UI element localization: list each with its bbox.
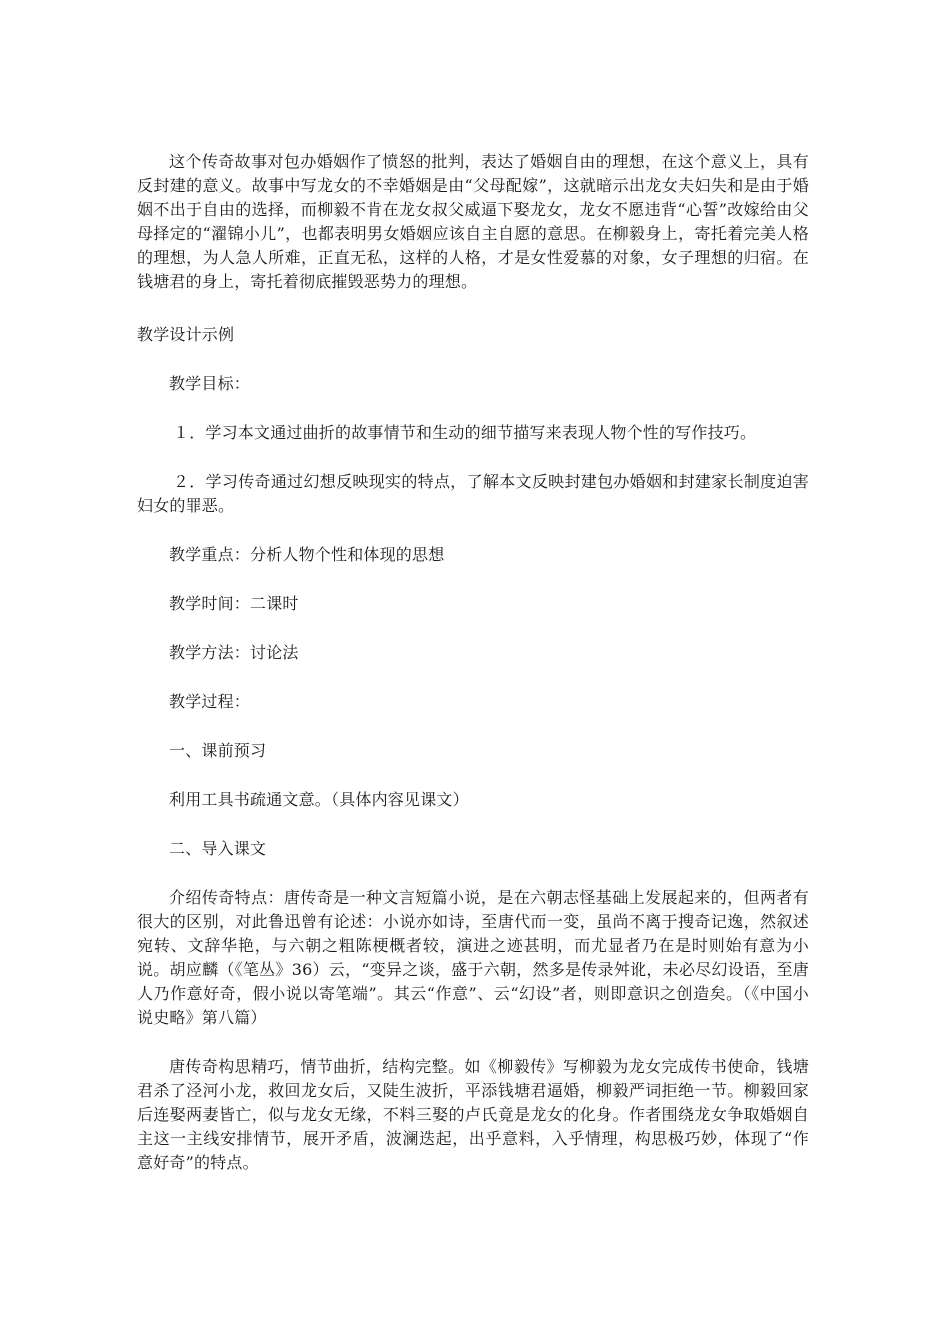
step-1-body: 利用工具书疏通文意。（具体内容见课文） <box>169 790 469 809</box>
teaching-time: 教学时间：二课时 <box>169 594 299 613</box>
teaching-method: 教学方法：讨论法 <box>169 643 299 662</box>
process-label: 教学过程： <box>169 692 251 711</box>
objective-item-2: ２．学习传奇通过幻想反映现实的特点，了解本文反映封建包办婚姻和封建家长制度迫害妇女的罪恶。 <box>137 472 809 515</box>
objective-item-1: １．学习本文通过曲折的故事情节和生动的细节描写来表现人物个性的写作技巧。 <box>173 423 757 442</box>
step-2-paragraph-2: 唐传奇构思精巧，情节曲折，结构完整。如《柳毅传》写柳毅为龙女完成传书使命，钱塘君杀了泾河小龙，救回龙女后，又陡生波折，平添钱塘君逼婚，柳毅严词拒绝一节。柳毅回家后连娶两妻皆亡，似与龙女无缘，不料三娶的卢氏竟是龙女的化身。作者围绕龙女争取婚姻自主这一主线安排情节，展开矛盾，波澜迭起，出乎意料，入乎情理，构思极巧妙，体现了“作意好奇”的特点。 <box>137 1057 809 1172</box>
step-1-heading: 一、课前预习 <box>169 741 267 760</box>
step-2-heading: 二、导入课文 <box>169 839 267 858</box>
teaching-focus: 教学重点：分析人物个性和体现的思想 <box>169 545 445 564</box>
section-heading: 教学设计示例 <box>137 325 235 344</box>
document-page <box>137 150 809 1175</box>
step-2-paragraph-1: 介绍传奇特点：唐传奇是一种文言短篇小说，是在六朝志怪基础上发展起来的，但两者有很大的区别，对此鲁迅曾有论述：小说亦如诗，至唐代而一变，虽尚不离于搜奇记逸，然叙述宛转、文辞华艳，与六朝之粗陈梗概者较，演进之迹甚明，而尤显者乃在是时则始有意为小说。胡应麟（《笔丛》36）云，“变异之谈，盛于六朝，然多是传录舛讹，未必尽幻设语，至唐人乃作意好奇，假小说以寄笔端”。其云“作意”、云“幻设”者，则即意识之创造矣。（《中国小说史略》第八篇） <box>137 888 809 1027</box>
intro-paragraph: 这个传奇故事对包办婚姻作了愤怒的批判，表达了婚姻自由的理想，在这个意义上，具有反封建的意义。故事中写龙女的不幸婚姻是由“父母配嫁”，这就暗示出龙女夫妇失和是由于婚姻不出于自由的选择，而柳毅不肯在龙女叔父威逼下娶龙女，龙女不愿违背“心誓”改嫁给由父母择定的“濯锦小儿”，也都表明男女婚姻应该自主自愿的意思。在柳毅身上，寄托着完美人格的理想，为人急人所难，正直无私，这样的人格，才是女性爱慕的对象，女子理想的归宿。在钱塘君的身上，寄托着彻底摧毁恶势力的理想。 <box>137 152 809 291</box>
objectives-label: 教学目标： <box>169 374 251 393</box>
